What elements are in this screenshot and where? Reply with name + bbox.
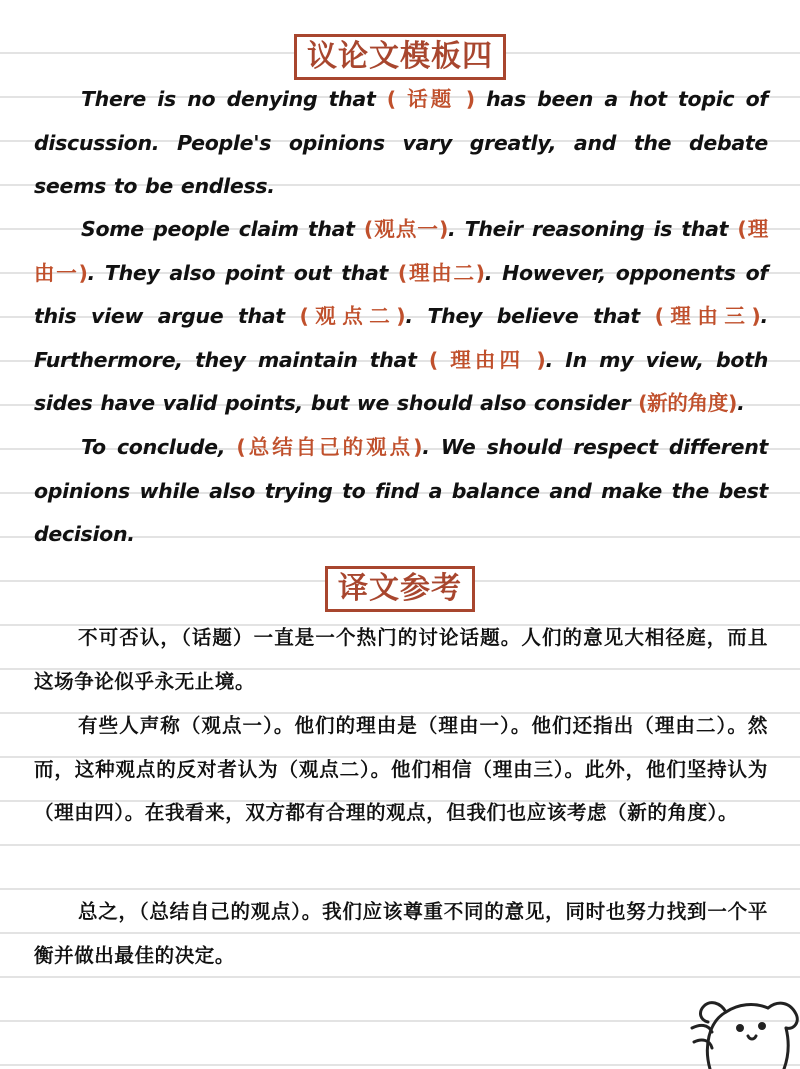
template-title: 议论文模板四: [294, 34, 506, 80]
chinese-paragraph-2: 有些人声称（观点一）。他们的理由是（理由一）。他们还指出（理由二）。然而，这种观点的反对者认为（观点二）。他们相信（理由三）。此外，他们坚持认为（理由四）。在我看来，双方都有合理的观点，但我们也应该考虑（新的角度）。: [34, 714, 768, 824]
text: To conclude,: [81, 435, 237, 459]
text: Some people claim that: [81, 217, 364, 241]
text: . However, opponents of this view argue that: [34, 260, 768, 328]
chinese-paragraph-3: 总之，（总结自己的观点）。我们应该尊重不同的意见，同时也努力找到一个平衡并做出最佳的决定。: [34, 900, 768, 967]
text: There is no denying that: [81, 87, 387, 111]
chinese-paragraph-1: 不可否认，（话题）一直是一个热门的讨论话题。人们的意见大相径庭，而且这场争论似乎永无止境。: [34, 626, 768, 693]
english-paragraph-2: [34, 208, 768, 426]
text: . Their reasoning is that: [448, 217, 738, 241]
text: . We should respect different opinions while also trying to find a balance and make the best decision.: [34, 435, 768, 546]
placeholder-new-angle: (新的角度): [638, 391, 738, 415]
placeholder-viewpoint-1: (观点一): [363, 217, 449, 241]
text: . Furthermore, they maintain that: [34, 304, 768, 372]
text: . In my view, both sides have valid points, but we should also consider: [34, 347, 769, 415]
text: has been a hot topic of discussion. People's opinions vary greatly, and the debate seems to be endless.: [34, 87, 768, 198]
placeholder-reason-3: (理由三): [654, 304, 761, 328]
text: .: [737, 391, 745, 415]
english-paragraph-1: [34, 78, 768, 209]
placeholder-viewpoint-2: (观点二): [299, 304, 406, 328]
english-paragraph-3: [34, 426, 768, 557]
placeholder-reason-4: ( 理由四 ): [428, 347, 546, 372]
text: . They believe that: [405, 304, 655, 328]
placeholder-summary: (总结自己的观点): [236, 435, 423, 459]
placeholder-reason-1: (理由一): [34, 217, 768, 285]
translation-title: 译文参考: [325, 566, 475, 612]
placeholder-reason-2: (理由二): [397, 260, 485, 285]
placeholder-topic: ( 话题 ): [386, 87, 475, 111]
dog-doodle-icon: [690, 988, 800, 1069]
text: . They also point out that: [87, 260, 398, 285]
